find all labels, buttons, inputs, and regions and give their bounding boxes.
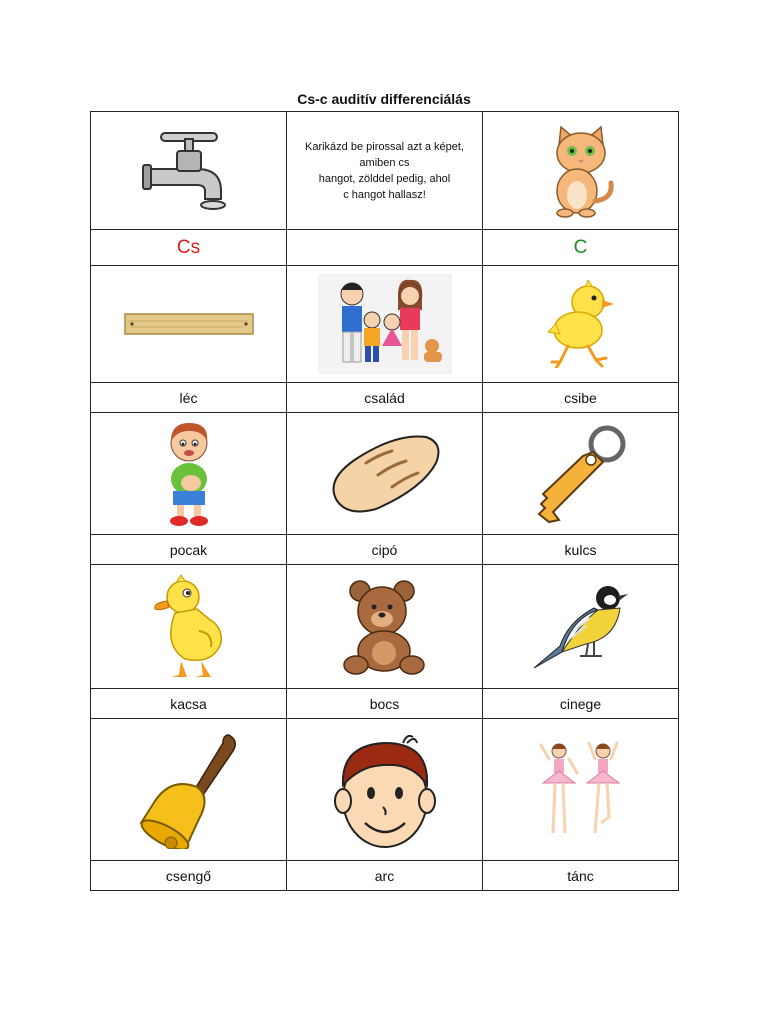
- duck-icon: [151, 573, 227, 681]
- letter-c-label: C: [573, 236, 588, 258]
- instruction-cell: [287, 112, 483, 230]
- table-row: [91, 112, 679, 230]
- instruction-text: Karikázd be pirossal azt a képet, amiben cs hangot, zölddel pedig, ahol c hangot hallasz!: [305, 140, 464, 201]
- image-cell: [483, 413, 679, 535]
- table-row: [91, 719, 679, 861]
- table-row: [91, 383, 679, 413]
- image-cell: [91, 266, 287, 383]
- word-cell: cinege: [483, 689, 679, 719]
- ballerinas-icon: [535, 737, 627, 843]
- image-cell: [287, 719, 483, 861]
- image-cell: [91, 112, 287, 230]
- image-cell: [483, 719, 679, 861]
- table-row: [91, 535, 679, 565]
- letter-cell: [91, 230, 287, 266]
- family-icon: [318, 274, 452, 374]
- word-cell: kacsa: [91, 689, 287, 719]
- word-cell: bocs: [287, 689, 483, 719]
- word-cell: tánc: [483, 861, 679, 891]
- worksheet-title: Cs-c auditív differenciálás: [297, 91, 471, 107]
- image-cell: [91, 719, 287, 861]
- table-row: [91, 266, 679, 383]
- key-icon: [533, 422, 629, 526]
- table-row: [91, 230, 679, 266]
- worksheet-table: [90, 111, 679, 891]
- image-cell: [483, 565, 679, 689]
- plank-icon: [124, 311, 254, 337]
- image-cell: [483, 266, 679, 383]
- word-cell: arc: [287, 861, 483, 891]
- word-cell: kulcs: [483, 535, 679, 565]
- image-cell: [91, 565, 287, 689]
- teddy-bear-icon: [340, 577, 430, 677]
- kitten-icon: [541, 123, 621, 219]
- letter-cell: [483, 230, 679, 266]
- table-row: [91, 861, 679, 891]
- titmouse-bird-icon: [532, 582, 630, 672]
- image-cell: [91, 413, 287, 535]
- image-cell: [483, 112, 679, 230]
- faucet-icon: [141, 129, 237, 213]
- empty-cell: [287, 230, 483, 266]
- boy-face-icon: [333, 729, 437, 851]
- image-cell: [287, 413, 483, 535]
- image-cell: [287, 266, 483, 383]
- word-cell: pocak: [91, 535, 287, 565]
- hand-bell-icon: [137, 731, 241, 849]
- chick-icon: [546, 280, 616, 368]
- table-row: [91, 413, 679, 535]
- word-cell: léc: [91, 383, 287, 413]
- table-row: [91, 565, 679, 689]
- word-cell: csibe: [483, 383, 679, 413]
- word-cell: cipó: [287, 535, 483, 565]
- word-cell: csengő: [91, 861, 287, 891]
- image-cell: [287, 565, 483, 689]
- table-row: [91, 689, 679, 719]
- letter-cs-label: Cs: [176, 236, 201, 258]
- bread-loaf-icon: [326, 429, 444, 519]
- word-cell: család: [287, 383, 483, 413]
- boy-belly-icon: [159, 419, 219, 529]
